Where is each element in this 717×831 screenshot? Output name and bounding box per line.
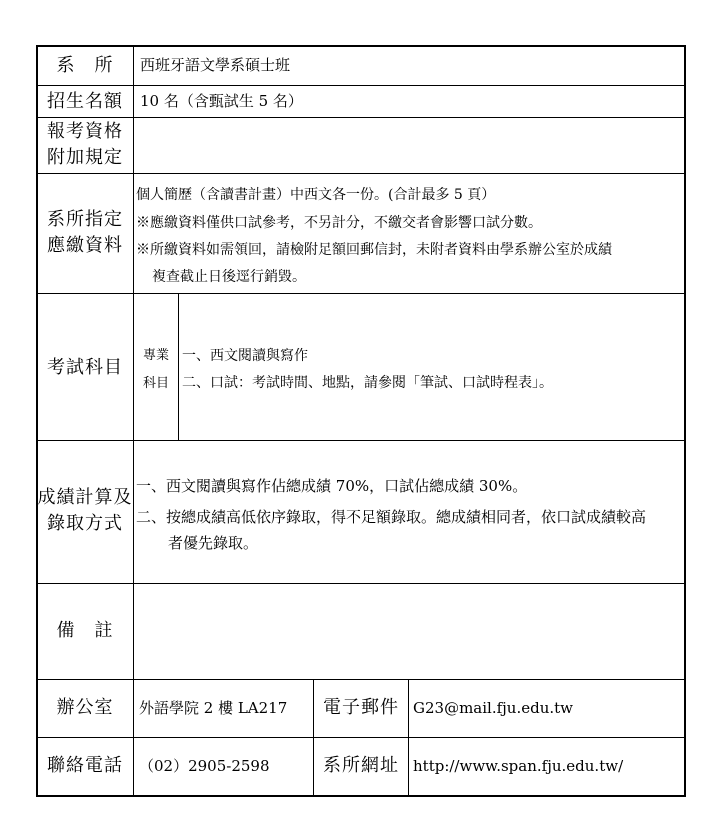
documents-label-line2: 應繳資料 <box>47 235 123 256</box>
documents-line2: ※應繳資料僅供口試參考，不另計分，不繳交者會影響口試分數。 <box>136 215 542 231</box>
website-label: 系所網址 <box>323 755 399 776</box>
documents-line3: ※所繳資料如需領回，請檢附足額回郵信封，未附者資料由學系辦公室於成績 <box>136 242 612 258</box>
exam-subject-2: 二、口試：考試時間、地點，請參閱「筆試、口試時程表」。 <box>182 375 553 391</box>
remarks-label: 備 註 <box>56 620 114 641</box>
office-label: 辦公室 <box>56 697 114 718</box>
exam-subject-1: 一、西文閱讀與寫作 <box>182 348 308 364</box>
scoring-line1: 一、西文閱讀與寫作佔總成績 70%，口試佔總成績 30%。 <box>136 477 528 495</box>
scoring-line3: 者優先錄取。 <box>168 534 259 552</box>
eligibility-label-line2: 附加規定 <box>47 147 123 168</box>
office-value: 外語學院 2 樓 LA217 <box>139 699 288 717</box>
exam-category-line2: 科目 <box>142 376 169 391</box>
department-value: 西班牙語文學系碩士班 <box>140 56 291 74</box>
email-value[interactable]: G23@mail.fju.edu.tw <box>413 699 574 717</box>
admission-info-table <box>36 45 686 797</box>
website-value[interactable]: http://www.span.fju.edu.tw/ <box>413 757 624 775</box>
documents-line1: 個人簡歷（含讀書計畫）中西文各一份。(合計最多 5 頁） <box>136 187 496 203</box>
scoring-label-line2: 錄取方式 <box>47 513 123 534</box>
exam-label: 考試科目 <box>47 357 123 378</box>
scoring-label <box>36 485 134 537</box>
scoring-label-line1: 成績計算及 <box>37 487 133 508</box>
enrollment-label: 招生名額 <box>47 91 123 112</box>
documents-label <box>36 207 134 259</box>
documents-line4: 複查截止日後逕行銷毀。 <box>152 269 306 285</box>
email-label: 電子郵件 <box>323 697 399 718</box>
eligibility-label <box>36 119 134 171</box>
scoring-line2: 二、按總成績高低依序錄取，得不足額錄取。總成績相同者，依口試成績較高 <box>136 508 647 526</box>
phone-value: （02）2905-2598 <box>139 757 270 775</box>
exam-category-line1: 專業 <box>142 348 169 363</box>
department-label: 系 所 <box>56 55 114 76</box>
eligibility-label-line1: 報考資格 <box>47 121 123 142</box>
enrollment-value: 10 名（含甄試生 5 名） <box>140 92 303 110</box>
documents-label-line1: 系所指定 <box>47 209 123 230</box>
phone-label: 聯絡電話 <box>47 755 123 776</box>
